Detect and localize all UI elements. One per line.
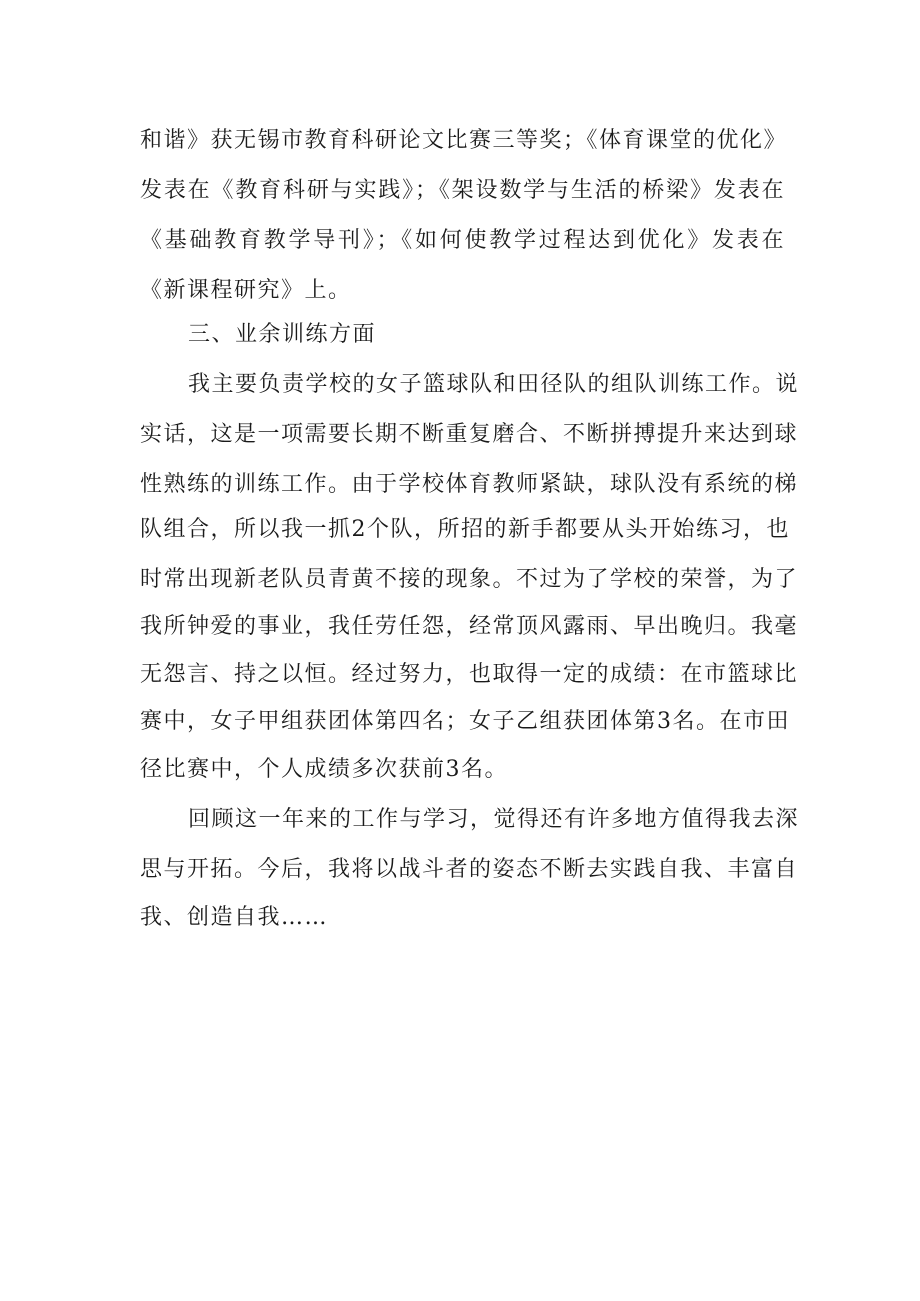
section-heading: 三、业余训练方面 — [188, 322, 377, 347]
paragraph-2-line-3: 性熟练的训练工作。由于学校体育教师紧缺，球队没有系统的梯 — [140, 472, 799, 497]
paragraph-2-line-6: 我所钟爱的事业，我任劳任怨，经常顶风露雨、早出晚归。我毫 — [140, 614, 799, 639]
paragraph-2-line-9: 径比赛中，个人成绩多次获前3名。 — [140, 757, 508, 782]
paragraph-1-line-2: 发表在《教育科研与实践》；《架设数学与生活的桥梁》发表在 — [140, 178, 785, 203]
paragraph-1-line-1: 和谐》获无锡市教育科研论文比赛三等奖；《体育课堂的优化》 — [140, 128, 788, 153]
paragraph-2-line-4: 队组合，所以我一抓2个队，所招的新手都要从头开始练习，也 — [140, 517, 790, 542]
paragraph-2-line-8: 赛中，女子甲组获团体第四名；女子乙组获团体第3名。在市田 — [140, 709, 790, 734]
paragraph-2-line-5: 时常出现新老队员青黄不接的现象。不过为了学校的荣誉，为了 — [140, 567, 799, 592]
paragraph-2-line-7: 无怨言、持之以恒。经过努力，也取得一定的成绩：在市篮球比 — [140, 662, 799, 687]
paragraph-3-line-1: 回顾这一年来的工作与学习，觉得还有许多地方值得我去深 — [188, 807, 800, 832]
paragraph-2-line-1: 我主要负责学校的女子篮球队和田径队的组队训练工作。说 — [188, 372, 800, 397]
paragraph-1-line-4: 《新课程研究》上。 — [140, 278, 352, 303]
paragraph-2-line-2: 实话，这是一项需要长期不断重复磨合、不断拼搏提升来达到球 — [140, 422, 799, 447]
paragraph-1-line-3: 《基础教育教学导刊》；《如何使教学过程达到优化》发表在 — [140, 228, 785, 253]
paragraph-3-line-2: 思与开拓。今后，我将以战斗者的姿态不断去实践自我、丰富自 — [140, 857, 799, 882]
paragraph-3-line-3: 我、创造自我…… — [140, 905, 329, 930]
